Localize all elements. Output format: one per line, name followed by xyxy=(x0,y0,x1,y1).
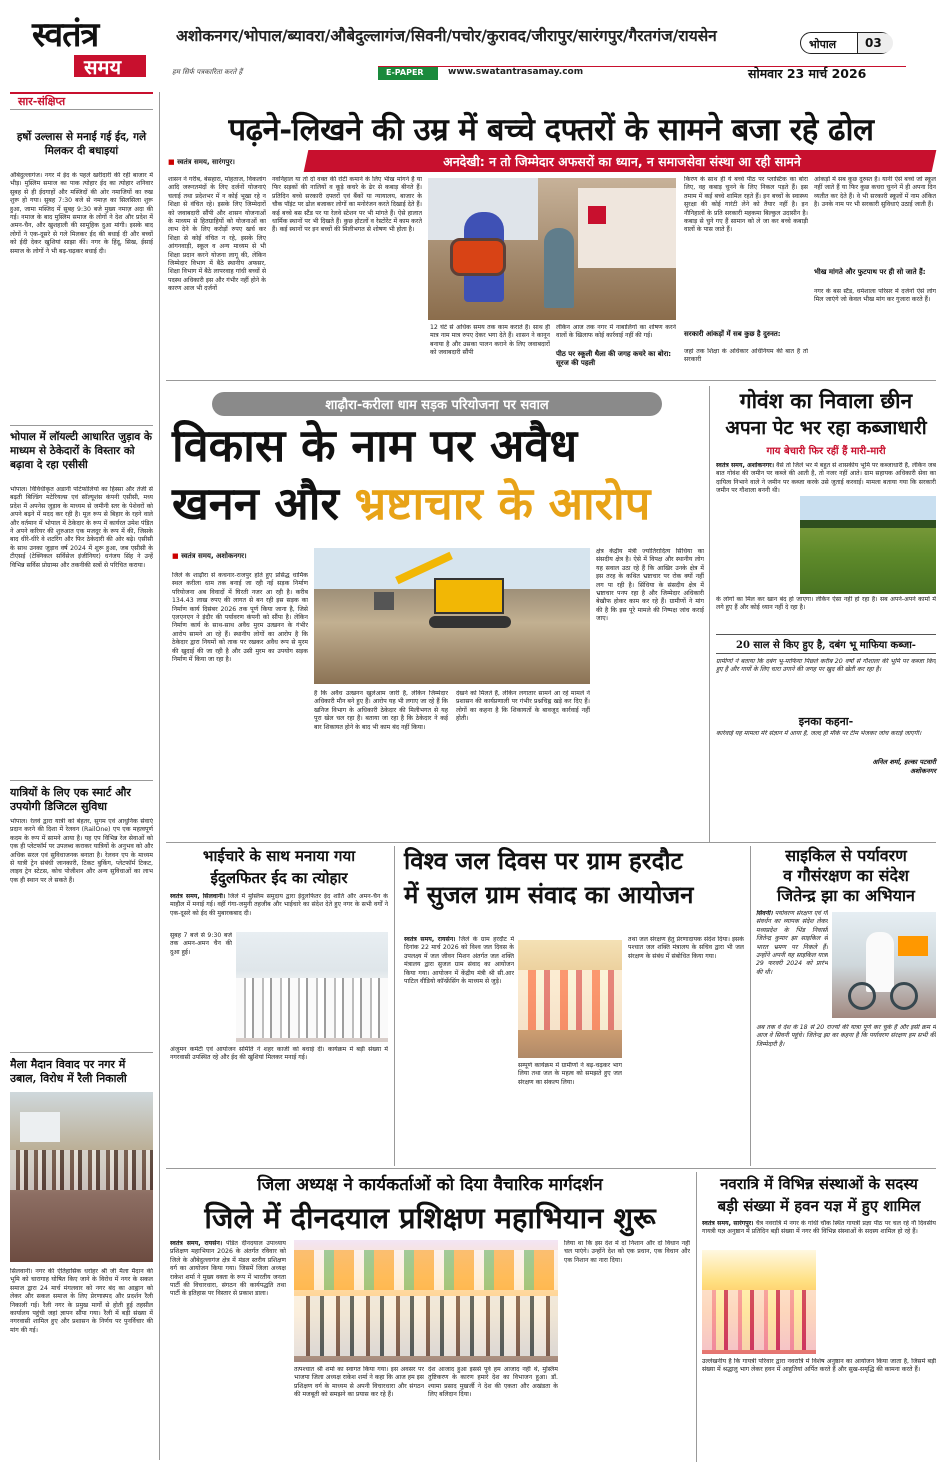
story2-kicker: शाढ़ौरा-करीला धाम सड़क परियोजना पर सवाल xyxy=(325,398,549,413)
lower-rule xyxy=(166,1168,936,1169)
story4-eid-prayer-photo xyxy=(236,932,388,1042)
story8-byline: स्वतंत्र समय, सारंगपुर। xyxy=(702,1220,754,1227)
lead-subhead-3: भीख मांगते और फुटपाथ पर ही सो जाते हैं: xyxy=(814,268,926,276)
story7-headline[interactable]: जिले में दीनदयाल प्रशिक्षण महाभियान शुरू xyxy=(204,1201,656,1235)
story5-col-2: तथा जल संरक्षण हेतु प्रेरणादायक संदेश दिया। इसके पश्चात जल शक्ति मंत्रालय के सचिव द्वारा भी जल संरक्षण के संबंध में संबोधित किया गया। xyxy=(628,936,744,960)
sidebar-story-4-body: सिलवानी। नगर की ऐतिहासिक धरोहर श्री जी मैला मैदान की भूमि को चारागाह घोषित किए जाने के विरोध में नगर के सकल समाज द्वारा 24 मार्च मंगलवार को नगर बंद का आह्वान को लेकर और सकल समाज के लिए प्रेरणास्पद और प्रदर्शन रैली निकाली गई। रैली नगर के प्रमुख मार्गों से होती हुई तहसील कार्यालय पहुंची जहां ज्ञापन सौंपा गया। रैली में बड़ी संख्या में नगरवासी शामिल हुए और प्रशासन के निर्णय पर पुनर्विचार की मांग की गई। xyxy=(10,1268,153,1334)
story8-body-2: उल्लेखनीय है कि गायत्री परिवार द्वारा नवरात्रि में विशेष अनुष्ठान का आयोजन किया जाता है, जिसमें बड़ी संख्या में श्रद्धालु भाग लेकर हवन में आहुतियां अर्पित करते हैं और सुख-समृद्धि की कामना करते हैं। xyxy=(702,1358,936,1374)
story3-quote-body: कार्रवाई यह मामला मेरे संज्ञान में आया है, जल्द ही मौके पर टीम भेजकर जांच कराई जाएगी। xyxy=(716,730,922,737)
masthead xyxy=(0,0,945,88)
lead-headline[interactable]: पढ़ने-लिखने की उम्र में बच्चे दफ्तरों के सामने बजा रहे ढोल xyxy=(228,112,874,148)
lead-col-6: आंकड़ों में सब कुछ दुरुस्त है। यानी ऐसे बच्चे जो स्कूल नहीं जाते हैं या फिर कुछ कचरा चुनने में ही अपना दिन व्यतीत कर देते हैं। वे भी सरकारी स्कूलों में नाम अंकित है। उनके नाम पर भी सरकारी सुविधाएं उठाई जाती हैं। xyxy=(814,176,936,209)
story7-kicker[interactable]: जिला अध्यक्ष ने कार्यकर्ताओं को दिया वैचारिक मार्गदर्शन xyxy=(257,1175,603,1195)
story6-cyclist-photo xyxy=(832,912,936,1018)
issue-date: सोमवार 23 मार्च 2026 xyxy=(748,66,867,81)
story5-headline-2[interactable]: में सुजल ग्राम संवाद का आयोजन xyxy=(404,880,694,909)
story2-headline-2[interactable] xyxy=(172,478,702,530)
story6-headline-3[interactable]: जितेन्द्र झा का अभियान xyxy=(777,886,915,905)
story6-byline: सिवनी। xyxy=(756,910,773,917)
story8-headline-1[interactable]: नवरात्रि में विभिन्न संस्थाओं के सदस्य xyxy=(720,1175,918,1193)
story3-quote-author: अनिल शर्मा, हल्का पटवारी xyxy=(872,758,936,766)
story2-col-3: देखने को मिलते हैं, लेकिन लगातार सामने आ रहे मामले ने प्रशासन की कार्यप्रणाली पर गंभीर प्रश्नचिह्न खड़े कर दिए हैं। लोगों का कहना है कि शिकायतों के बावजूद कार्रवाई नहीं होती। xyxy=(456,690,590,723)
epaper-bar xyxy=(378,66,906,80)
story3-body-2: के लोगों का मिल कर खान बंद हो जाएगा। लेकिन ऐसा नहीं हो रहा है। सब अपने-अपने कामों में लगे हुए हैं और कोई ध्यान नहीं दे रहा है। xyxy=(716,596,936,612)
story6-headline-1[interactable]: साइकिल से पर्यावरण xyxy=(785,846,907,865)
sidebar-story-1-title[interactable]: हर्षो उल्लास से मनाई गई ईद, गले मिलकर दी बधाइयां xyxy=(16,131,147,157)
sidebar-divider-3 xyxy=(10,1052,153,1053)
story3-box-body: ग्रामीणों ने बताया कि दबंग भू-माफिया पिछले करीब 20 वर्षों से गौशाला की भूमि पर कब्जा किए हुए है और गायों के लिए चारा उगाने की जगह पर खुद की खेती कर रहा है। xyxy=(716,658,936,674)
story5-col-1-text: जिले के ग्राम हरदौट में दिनांक 22 मार्च 2026 को विश्व जल दिवस के उपलक्ष्य में जल जीवन मिशन अंतर्गत जल शक्ति मंत्रालय द्वारा सुजल ग्राम संवाद का आयोजन किया गया। आयोजन में केंद्रीय मंत्री श्री सी.आर पाटिल वीडियो कॉन्फ्रेंसिंग के माध्यम से जुड़े। xyxy=(404,936,514,986)
story2-col-2: है कि अवैध उत्खनन खुलेआम जारी है, लेकिन जिम्मेदार अधिकारी मौन बने हुए हैं। आरोप यह भी लगाए जा रहे हैं कि खनिज विभाग के अधिकारी ठेकेदार की मिलीभगत से यह पूरा खेल चल रहा है। बताया जा रहा है कि ठेकेदार ने कई बार शिकायत होने के बाद भी काम बंद नहीं किया। xyxy=(314,690,448,731)
story8-havan-photo xyxy=(702,1250,816,1354)
story3-body-text: वैसे तो जिले भर में बहुत से शासकीय भूमि पर कब्जाधारी हैं, लेकिन जब बात गोवंश की जमीन पर कब्जे की आती है, तो नजर नहीं आते। ग्राम सहायक अधिकारी सेवा का दायित्व निभाने वाले ने जमीन पर कब्जा करके उसे जुताई करवाई। मामला बताया गया कि सरकारी जमीन पर गौशाला बननी थी। xyxy=(716,462,936,495)
lead-col-5: किरण के साथ ही ये बच्चे पीठ पर प्लास्टिक का बोरा लिए, वह कबाड़ चुनने के लिए निकल पड़ते हैं। इस तमाम में कई बच्चे शामिल रहते हैं। इन बच्चों के स्वास्थ्य सुरक्षा की कोई गारंटी लेने को तैयार नहीं है। इन नौनिहालों के प्रति सरकारी महकमा बिल्कुल उदासीन है। कबाड़ से चुने गए हैं सामान को ले जा कर बच्चे कबाड़ी वालों के पास जाते हैं। xyxy=(684,176,808,234)
story3-headline-1[interactable]: गोवंश का निवाला छीन xyxy=(739,388,913,413)
story4-headline-2[interactable]: ईदुलफितर ईद का त्योहार xyxy=(210,869,348,887)
story4-byline: स्वतंत्र समय, सिलवानी। xyxy=(170,893,226,900)
edition-name: भोपाल xyxy=(809,38,837,51)
story2-column-rule xyxy=(709,386,710,842)
sidebar-story-4-title[interactable]: मैला मैदान विवाद पर नगर में उबाल, विरोध में रैली निकाली xyxy=(10,1058,127,1085)
lead-col-2: नवनिहाल या तो दो वक्त की रोटी कमाने के लिए भीख मांगने है या फिर सड़कों की नालियों व कूड़े कचरे के ढेर से कबाड़ बीनते हैं। प्रतिदिन बच्चे सरकारी दफ्तरों एवं बैंकों या न्यायालय, बाजार के चौक पॉइंट पर ढोल बजाकर लोगों का मनोरंजन करते दिखाई देते हैं। कई बच्चे बस स्टैंड पर या रेलवे स्टेशन पर भी मांगते हैं। ऐसे हालात धार्मिक स्थानों पर भी दिखते हैं। कुछ होटलों व रेस्टोरेंट में काम करते हैं। कई स्थानों पर इन बच्चों की मिलीभगत से शोषण भी होता है। xyxy=(272,176,422,234)
lead-col-4: लेकिन आज तक नगर में नाबालिगों का शोषण करने वालों के खिलाफ कोई कार्रवाई नहीं की गई। xyxy=(556,324,676,340)
story7-col-1-text: पंडित दीनदयाल उपाध्याय प्रशिक्षण महाभियान 2026 के अंतर्गत रविवार को जिले के औबेदुल्लागंज क्षेत्र में मंडल स्तरीय प्रशिक्षण वर्ग का आयोजन किया गया। जिसमें जिला अध्यक्ष राकेश शर्मा ने मुख्य वक्ता के रूप में भारतीय जनता पार्टी की विचारधारा, संगठन की कार्यपद्धति तथा पार्टी के इतिहास पर विस्तार से प्रकाश डाला। xyxy=(170,1240,286,1298)
story3-quote-place: अशोकनगर xyxy=(910,767,936,775)
sidebar-divider-1 xyxy=(10,425,153,426)
story7-col-3: देश आजाद हुआ इससे पूर्व हम आजाद नहीं थे, मुस्लिम तुष्टिकरण के कारण हमारे देश का विभाजन हुआ। डॉ. श्यामा प्रसाद मुखर्जी ने देश की एकता और अखंडता के लिए बलिदान दिया। xyxy=(428,1366,558,1399)
story3-quote-title: इनका कहना- xyxy=(798,715,854,728)
story6-body-2: अब तक वे देश के 18 से 20 राज्यों की यात्रा पूर्ण कर चुके हैं और इसी क्रम में आज वे सिवनी पहुंचे। जितेन्द्र झा का कहना है कि पर्यावरण संरक्षण हम सभी की जिम्मेदारी है। xyxy=(756,1024,936,1048)
story5-col-1 xyxy=(404,936,514,1156)
story2-headline-2b: भ्रष्टाचार के आरोप xyxy=(354,477,651,530)
lead-col-6b: नगर के बस स्टैंड, धर्मशाला परिसर में दर्जनों ऐसे लोग मिल जाएंगे जो केवल भीख मांग कर गुजारा करते हैं। xyxy=(814,288,936,304)
story8-body xyxy=(702,1220,936,1246)
lead-photo-drum-kids xyxy=(428,178,676,320)
story3-byline: स्वतंत्र समय, अशोकनगर। xyxy=(716,462,775,469)
lead-subhead-2: सरकारी आंकड़ों में सब कुछ है दुरुस्त: xyxy=(684,330,781,338)
story5-byline: स्वतंत्र समय, रायसेन। xyxy=(404,936,456,943)
story5-water-day-photo xyxy=(518,940,622,1058)
story2-byline: ■ स्वतंत्र समय, अशोकनगर। xyxy=(172,552,247,561)
story4-headline-1[interactable]: भाईचारे के साथ मनाया गया xyxy=(202,847,356,865)
page-number: 03 xyxy=(865,36,882,50)
sidebar-story-2-title[interactable]: भोपाल में लॉयल्टी आधारित जुड़ाव के माध्यम से ठेकेदारों के विस्तार को बढ़ावा दे रहा एसीसी xyxy=(10,431,152,471)
mid-rule xyxy=(166,842,936,843)
story7-col-2: तत्पश्चात श्री शर्मा का स्वागत किया गया। इस अवसर पर भाजपा जिला अध्यक्ष राकेश शर्मा ने कहा कि आज हम इस प्रशिक्षण वर्ग के माध्यम से अपनी विचारधारा और संगठन की मजबूती को समझने का प्रयास कर रहे हैं। xyxy=(294,1366,424,1399)
edition-tag xyxy=(800,32,892,54)
lead-col-5b: जहां तक शिक्षा के अधिकार अधिनियम की बात है तो सरकारी xyxy=(684,348,808,364)
tagline: हम सिर्फ पत्रकारिता करते हैं xyxy=(172,68,243,76)
story8-body-text: चैत्र नवरात्रि में नगर के गांधी चौक स्थित गायत्री प्रज्ञा पीठ पर चल रहे नौ दिवसीय गायत्री यज्ञ अनुष्ठान में प्रतिदिन बड़ी संख्या में नगर की विभिन्न संस्थाओं के सदस्य शामिल हो रहे हैं। xyxy=(702,1220,936,1236)
epaper-label: E-PAPER xyxy=(386,68,424,77)
website-link[interactable]: www.swatantrasamay.com xyxy=(448,67,584,77)
lead-col-1: शासन ने गरीब, बेसहारा, मोहताज, विकलांग आदि जरूरतमंदों के लिए दर्जनों योजनाएं चलाई तथा प्रदेशभर में न कोई भूखा रहे न शिक्षा से वंचित रहे। इसके लिए जिम्मेदारों को जवाबदारी सौंपी और शासन योजनाओं के माध्यम से हितग्राहियों को योजनाओं का लाभ देने के लिए करोड़ों रुपए खर्च कर शिक्षा से कोई वंचित न रहे, इसके लिए आंगनवाड़ी, स्कूल व अन्य माध्यम से भी शिक्षा प्रदान करने योजना लागू की, लेकिन जिम्मेदार विभाग में बैठे स्थानीय अफसर, शिक्षा विभाग में बैठे लापरवाह गांधी बच्चों से पदस्थ अधिकारी इस और गंभीर नहीं होने के कारण आज भी दर्जनों xyxy=(168,176,266,293)
story7-training-photo xyxy=(294,1240,558,1362)
story7-column-rule xyxy=(696,1172,697,1462)
story2-headline-1[interactable]: विकास के नाम पर अवैध xyxy=(172,419,578,472)
lead-bottom-rule xyxy=(166,380,936,381)
story5-headline-1[interactable]: विश्व जल दिवस पर ग्राम हरदौट xyxy=(404,846,683,875)
story4-column-rule xyxy=(394,846,395,1166)
story5-column-rule xyxy=(750,846,751,1166)
logo xyxy=(26,10,156,80)
sidebar-header: सार-संक्षिप्त xyxy=(18,95,66,108)
lead-subhead-1: पीठ पर स्कूली थैला की जगह कचरे का बोरा: सूरज की पहली xyxy=(556,350,672,367)
story6-headline-2[interactable]: व गौसंरक्षण का संदेश xyxy=(783,866,909,885)
story4-body xyxy=(170,893,388,929)
logo-top: स्वतंत्र xyxy=(32,15,99,55)
sidebar-divider-2 xyxy=(10,780,153,781)
story7-byline: स्वतंत्र समय, रायसेन। xyxy=(170,1240,223,1247)
story3-headline-2[interactable]: अपना पेट भर रहा कब्जाधारी xyxy=(725,417,927,439)
story2-col-1: जिले के शाढ़ौरा से कचनार-राजपुर होते हुए प्रसिद्ध धार्मिक स्थल करीला धाम तक बनाई जा रही नई सड़क निर्माण परियोजना अब विवादों में घिरती नजर आ रही है। करीब 134.43 लाख रुपए की लागत से बन रही इस सड़क का निर्माण कार्य दिसंबर 2026 तक पूर्ण किया जाना है, जिसे एलएनएन ने इंदौर की पर्यावरण कंपनी को सौंपा है। लेकिन निर्माण कार्य के साथ-साथ अवैध मुरम उत्खनन के गंभीर आरोप सामने आ रहे हैं। स्थानीय लोगों का आरोप है कि ठेकेदार द्वारा नियमों को ताक पर रखकर अवैध रूप से मुरम की खुदाई की जा रही है और उसी मुरम का उपयोग सड़क निर्माण में किया जा रहा है। xyxy=(172,572,308,664)
story8-headline-2[interactable]: बड़ी संख्या में हवन यज्ञ में हुए शामिल xyxy=(717,1197,921,1215)
lead-col-3: 12 घंटे से अधिक समय तक काम कराते हैं। साथ ही मात्र नाम मात्र रुपए देकर भगा देते हैं। शासन ने कानून बनाया है और उसका पालन कराने के लिए जवाबदारों को जवाबदारी सौंपी xyxy=(430,324,550,357)
story4-body-3: अंजुमन कमेटी एवं आयोजन समिति ने शहर काजी को बधाई दी। कार्यक्रम में बड़ी संख्या में नगरवासी उपस्थित रहे और ईद की खुशियां मिलकर मनाई गई। xyxy=(170,1046,388,1062)
sidebar-story-3-body: भोपाल। रेलवे द्वारा यात्री को बेहतर, सुगम एवं आधुनिक सेवाएं प्रदान करने की दिशा में रेलवन (RailOne) एप एक महत्वपूर्ण कदम के रूप में सामने आया है। यह एप विभिन्न रेल सेवाओं को एक ही प्लेटफॉर्म पर उपलब्ध कराकर यात्रियों के अनुभव को और अधिक सरल एवं सुविधाजनक बनाता है। रेलवन एप के माध्यम से यात्री ट्रेन संबंधी जानकारी, टिकट बुकिंग, प्लेटफॉर्म टिकट, लाइव ट्रेन स्टेटस, कोच पोजीशन और अन्य सुविधाओं का लाभ एक ही स्थान पर ले सकते हैं। xyxy=(10,818,153,884)
story7-col-4: लिया था कि इस देश में दो निशान और दो विधान नहीं चल पाएंगे। उन्होंने देश को एक प्रधान, एक विधान और एक निशान का नारा दिया। xyxy=(564,1240,690,1264)
sidebar-story-2-body: भोपाल। विविधीकृत अडानी पोर्टफोलियो का हिस्सा और तेजी से बढ़ती बिल्डिंग मटेरियल्स एवं सॉल्यूशंस कंपनी एसीसी, मध्य प्रदेश में अपनेस जुड़ाव के माध्यम से जमीनी स्तर के पेशेवरों को अपने बढ़ने में मदद कर रही है। मूल रूप से बिहार के रहने वाले और वर्तमान में भोपाल में ठेकेदार के रूप में कार्यरत उमेश पंडित ने अपने करियर की शुरुआत एक मजदूर के रूप में की, जिसके बाद धीरे-धीरे वे शटरिंग और फिर ठेकेदारी की ओर बढ़े। एसीसी के साथ उनका जुड़ाव वर्ष 2024 में शुरू हुआ, जब एसीसी के टीएसई (टेक्निकल सर्विसेज इंजीनियर) धनंजय सिंह ने उन्हें विभिन्न सर्विस प्रोग्राम्स और तकनीकी सत्रों से परिचित कराया। xyxy=(10,486,153,569)
story4-body-text: जिले में मुस्लिम समुदाय द्वारा ईदुलफितर ईद शांति और अमन-चैन के माहौल में मनाई गई। वहीं गंगा-जमुनी तहजीब और भाईचारे का संदेश देते हुए नगर के सभी वर्गों ने एक-दूसरे को ईद की मुबारकबाद दी। xyxy=(170,893,388,917)
sidebar-story-1-body: औबेदुल्लागंज। नगर में ईद के पहले खरीदारी की रही बाजार में भीड़। मुस्लिम समाज का पाक त्योहार ईद का त्योहार शनिवार सुबह से ही ईदगाहों और मस्जिदों की ओर नमाजियों का रुख शुरू हो गया। सुबह 7:30 बजे से नमाज़ का सिलसिला शुरू हुआ, जामा मस्जिद में सुबह 9:30 बजे मुख्य नमाज़ अदा की गई। नमाज के बाद मुस्लिम समाज के लोगों ने देश और प्रदेश में अमन-चैन, और खुशहाली की सामूहिक दुआ मांगी। इसके बाद लोगों ने एक-दूसरे से गले मिलकर ईद की बधाई दी और बच्चों को ईदी देकर खुशियां साझा कीं। नगर के हिंदू, सिख, ईसाई समाज के लोगों ने भी बढ़-चढ़कर बधाई दी। xyxy=(10,172,153,255)
sidebar-story-3-title[interactable]: यात्रियों के लिए एक स्मार्ट और उपयोगी डिजिटल सुविधा xyxy=(10,786,131,813)
story3-field-photo xyxy=(800,496,936,594)
lead-banner-text: अनदेखी: न तो जिम्मेदार अफसरों का ध्यान, न समाजसेवा संस्था आ रही सामने xyxy=(443,154,801,169)
story4-body-2: सुबह 7 बजे से 9:30 बजे तक अमन-अमन चैन की दुआ हुई। xyxy=(170,932,232,956)
story6-body xyxy=(756,910,828,1020)
edition-cities: अशोकनगर/भोपाल/ब्यावरा/औबेदुल्लागंज/सिवनी/पचोर/कुरावद/जीरापुर/सारंगपुर/गैरतगंज/रायसेन xyxy=(176,26,717,45)
story3-subhead: गाय बेचारी फिर रहीं हैं मारी-मारी xyxy=(766,446,886,457)
story3-box-title: 20 साल से किए हुए है, दबंग भू माफिया कब्जा- xyxy=(736,640,916,651)
sidebar-rally-photo xyxy=(10,1092,153,1262)
story2-col-4: क्षेत्र केंद्रीय मंत्री ज्योतिरादित्य सिंधिया का संसदीय क्षेत्र है। ऐसे में विपक्ष और स्थानीय लोग यह सवाल उठा रहे हैं कि आखिर उनके क्षेत्र में इस तरह के कथित भ्रष्टाचार पर रोक क्यों नहीं लग पा रही है। सिंधिया के संसदीय क्षेत्र में भ्रष्टाचार पनप रहा है और जिम्मेदार अधिकारी बेखौफ होकर काम कर रहे हैं। ग्रामीणों ने मांग की है कि इस पूरे मामले की निष्पक्ष जांच कराई जाए। xyxy=(596,548,704,623)
story7-col-1 xyxy=(170,1240,286,1460)
lead-byline: ■ स्वतंत्र समय, सारंगपुर। xyxy=(168,158,235,167)
sidebar xyxy=(10,92,153,1460)
story5-col-3: सम्पूर्ण कार्यक्रम में ग्रामीणों ने बढ़-चढ़कर भाग लिया तथा जल के महत्व को समझते हुए जल संरक्षण का संकल्प लिया। xyxy=(518,1062,622,1086)
story2-headline-2a: खनन और xyxy=(172,477,355,530)
story2-excavator-photo xyxy=(314,548,590,684)
logo-bottom: समय xyxy=(84,55,122,79)
sidebar-column-rule xyxy=(159,92,160,1460)
story6-body-text: पर्यावरण संरक्षण एवं गौ संवर्धन का व्यापक संदेश लेकर मध्यप्रदेश के भिंड निवासी जितेन्द्र कुमार झा साइकिल से भारत भ्रमण पर निकले हैं। उन्होंने अपनी यह साइकिल यात्रा 29 फरवरी 2024 को प्रारंभ की थी। xyxy=(756,910,828,976)
